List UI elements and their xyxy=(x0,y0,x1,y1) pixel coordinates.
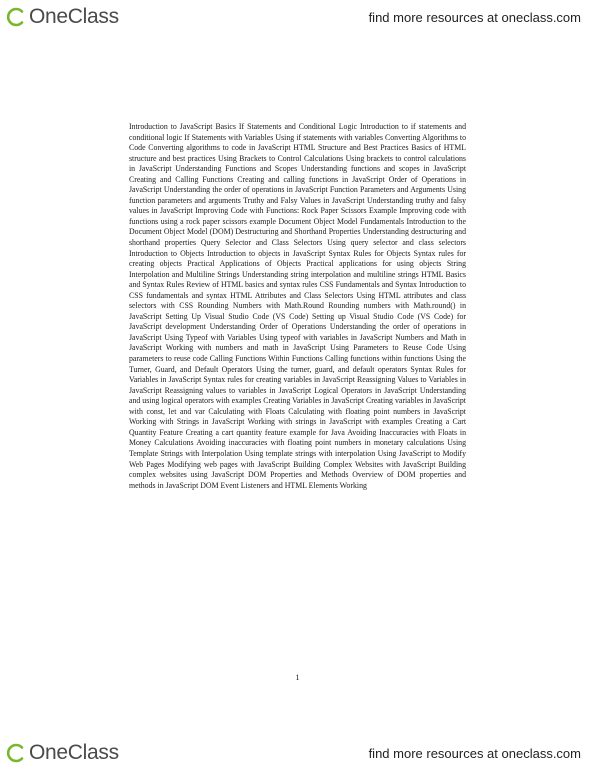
header-resources-link[interactable]: find more resources at oneclass.com xyxy=(368,9,581,25)
document-body-text: Introduction to JavaScript Basics If Statements and Conditional Logic Introduction to if statements and conditional logic If Statements with Variables Using if statements with variables Converting Algorithms to Code Converting algorithms to code in JavaScript HTML Structure and Best Practices Basics of HTML structure and best practices Using Brackets to Control Calculations Using brackets to control calculations in JavaScript Understanding Functions and Scopes Understanding functions and scopes in JavaScript Creating and Calling Functions Creating and calling functions in JavaScript Order of Operations in JavaScript Understanding the order of operations in JavaScript Function Parameters and Arguments Using function parameters and arguments Truthy and Falsy Values in JavaScript Understanding truthy and falsy values in JavaScript Improving Code with Functions: Rock Paper Scissors Example Improving code with functions using a rock paper scissors example Document Object Model Fundamentals Introduction to the Document Object Model (DOM) Destructuring and Shorthand Properties Understanding destructuring and shorthand properties Query Selector and Class Selectors Using query selector and class selectors Introduction to Objects Introduction to objects in JavaScript Syntax Rules for Objects Syntax rules for creating objects Practical Applications of Objects Practical applications for using objects String Interpolation and Multiline Strings Understanding string interpolation and multiline strings HTML Basics and Syntax Rules Review of HTML basics and syntax rules CSS Fundamentals and Syntax Introduction to CSS fundamentals and syntax HTML Attributes and Class Selectors Using HTML attributes and class selectors with CSS Rounding Numbers with Math.Round Rounding numbers with Math.round() in JavaScript Setting Up Visual Studio Code (VS Code) Setting up Visual Studio Code (VS Code) for JavaScript development Understanding Order of Operations Understanding the order of operations in JavaScript Using Typeof with Variables Using typeof with variables in JavaScript Numbers and Math in JavaScript Working with numbers and math in JavaScript Using Parameters to Reuse Code Using parameters to reuse code Calling Functions Within Functions Calling functions within functions Using the Turner, Guard, and Default Operators Using the turner, guard, and default operators Syntax Rules for Variables in JavaScript Syntax rules for creating variables in JavaScript Reassigning Values to Variables in JavaScript Reassigning values to variables in JavaScript Logical Operators in JavaScript Understanding and using logical operators with examples Creating Variables in JavaScript Creating variables in JavaScript with const, let and var Calculating with Floats Calculating with floating point numbers in JavaScript Working with Strings in JavaScript Working with strings in JavaScript with examples Creating a Cart Quantity Feature Creating a cart quantity feature example for Java Avoiding Inaccuracies with Floats in Money Calculations Avoiding inaccuracies with floating point numbers in monetary calculations Using Template Strings with Interpolation Using template strings with interpolation Using JavaScript to Modify Web Pages Modifying web pages with JavaScript Building Complex Websites with JavaScript Building complex websites using JavaScript DOM Properties and Methods Overview of DOM properties and methods in JavaScript DOM Event Listeners and HTML Elements Working xyxy=(129,122,466,490)
footer-bar xyxy=(0,736,595,770)
logo-text: OneClass xyxy=(29,741,119,764)
page-number: 1 xyxy=(295,673,300,682)
oneclass-logo[interactable] xyxy=(6,5,119,29)
oneclass-logo-footer[interactable] xyxy=(6,741,119,765)
oneclass-logo-icon xyxy=(6,6,28,28)
header-bar xyxy=(0,0,595,34)
footer-resources-link[interactable]: find more resources at oneclass.com xyxy=(368,745,581,761)
oneclass-logo-icon xyxy=(6,742,28,764)
logo-text: OneClass xyxy=(29,5,119,28)
